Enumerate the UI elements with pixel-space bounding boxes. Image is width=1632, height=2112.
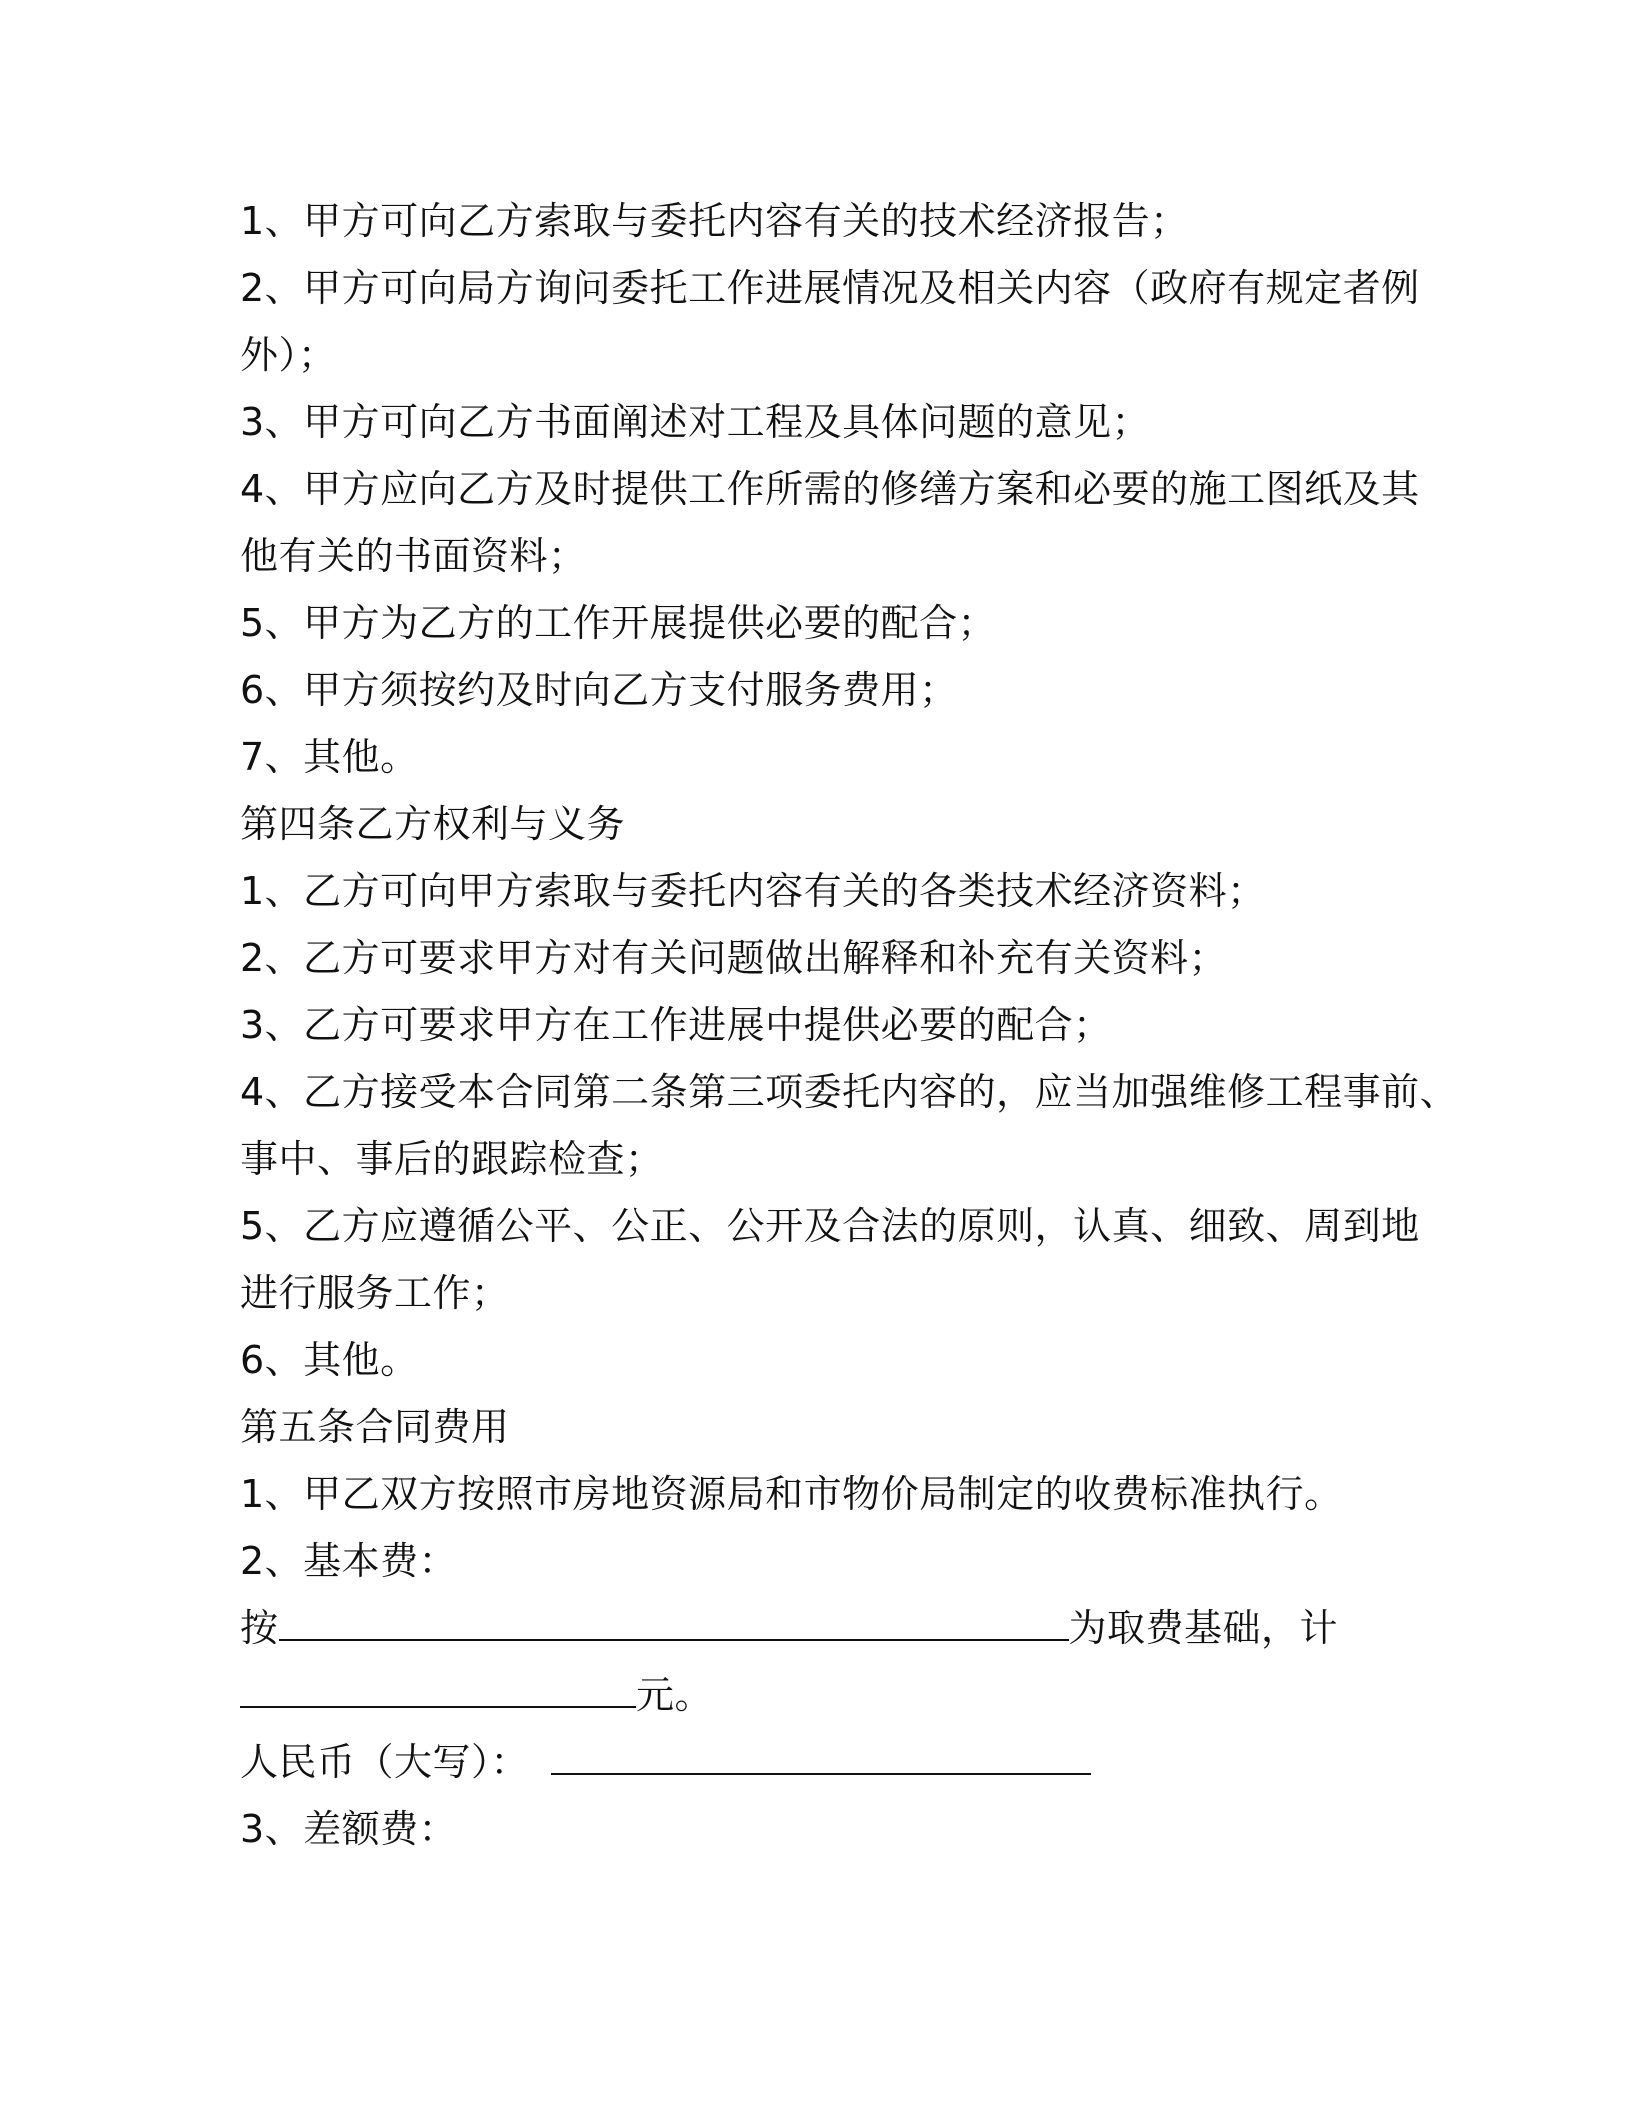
section-heading-article-4: 第四条乙方权利与义务 (240, 802, 626, 846)
clause-item: 3、甲方可向乙方书面阐述对工程及具体问题的意见； (240, 400, 1151, 444)
clause-item: 6、甲方须按约及时向乙方支付服务费用； (240, 668, 958, 712)
clause-item: 1、甲方可向乙方索取与委托内容有关的技术经济报告； (240, 199, 1189, 243)
basis-suffix: 为取费基础，计 (1068, 1606, 1339, 1650)
clause-item: 7、其他。 (240, 735, 419, 779)
clause-item: 6、其他。 (240, 1338, 419, 1382)
basic-fee-label: 2、基本费： (240, 1539, 458, 1583)
difference-fee-label: 3、差额费： (240, 1807, 458, 1851)
amount-suffix: 元。 (636, 1673, 714, 1717)
clause-item: 2、乙方可要求甲方对有关问题做出解释和补充有关资料； (240, 936, 1228, 980)
fee-basis-line (240, 1595, 1420, 1662)
clause-item-continuation: 外）； (240, 333, 337, 377)
rmb-blank-field[interactable] (551, 1743, 1091, 1775)
clause-item-continuation: 他有关的书面资料； (240, 534, 587, 578)
clause-item: 2、甲方可向局方询问委托工作进展情况及相关内容（政府有规定者例 (240, 266, 1420, 310)
rmb-label: 人民币（大写）： (240, 1740, 530, 1784)
basis-prefix: 按 (240, 1606, 279, 1650)
clause-item: 1、乙方可向甲方索取与委托内容有关的各类技术经济资料； (240, 869, 1266, 913)
basis-blank-field[interactable] (279, 1609, 1069, 1641)
rmb-capital-line (240, 1729, 1420, 1796)
section-heading-article-5: 第五条合同费用 (240, 1405, 510, 1449)
clause-item-continuation: 进行服务工作； (240, 1271, 510, 1315)
contract-text (240, 188, 1459, 1863)
amount-blank-field[interactable] (240, 1676, 636, 1708)
fee-amount-line (240, 1662, 1420, 1729)
clause-item-continuation: 事中、事后的跟踪检查； (240, 1137, 664, 1181)
clause-item: 5、乙方应遵循公平、公正、公开及合法的原则，认真、细致、周到地 (240, 1204, 1420, 1248)
clause-item: 4、乙方接受本合同第二条第三项委托内容的，应当加强维修工程事前、 (240, 1070, 1459, 1114)
clause-item: 3、乙方可要求甲方在工作进展中提供必要的配合； (240, 1003, 1112, 1047)
clause-item: 4、甲方应向乙方及时提供工作所需的修缮方案和必要的施工图纸及其 (240, 467, 1420, 511)
fee-standard-item: 1、甲乙双方按照市房地资源局和市物价局制定的收费标准执行。 (240, 1472, 1343, 1516)
clause-item: 5、甲方为乙方的工作开展提供必要的配合； (240, 601, 997, 645)
